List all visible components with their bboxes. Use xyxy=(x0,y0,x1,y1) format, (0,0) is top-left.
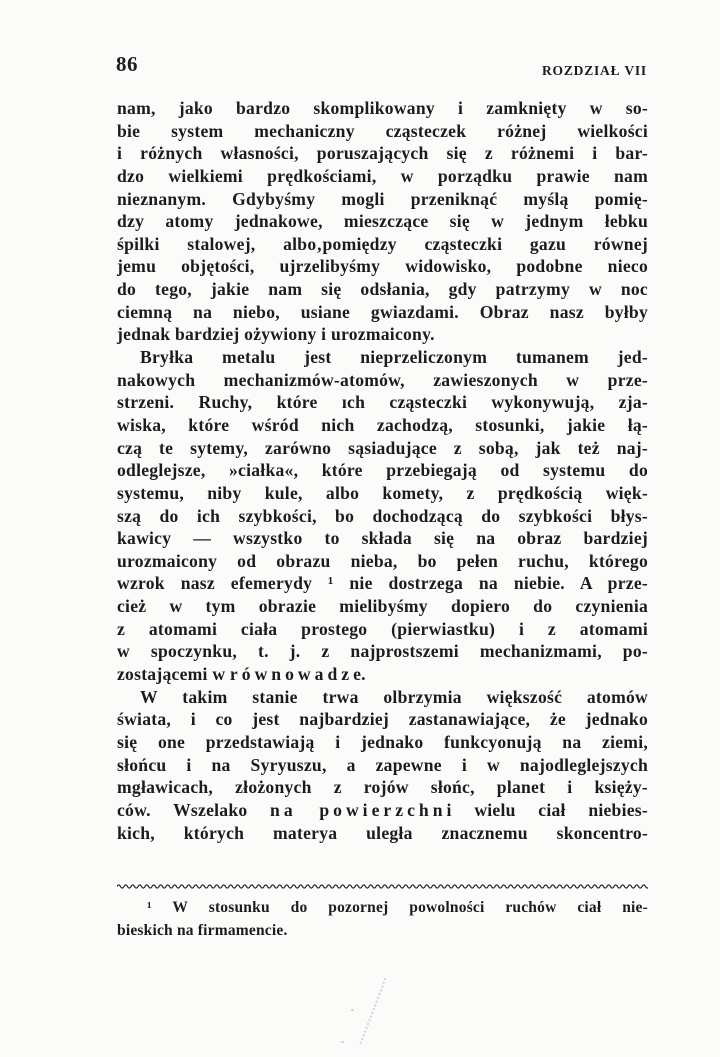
text-line: systemu, niby kule, albo komety, z prędkością więk- xyxy=(117,482,648,503)
scan-speck-artifact xyxy=(351,1009,354,1011)
text-line: słońcu i na Syryuszu, a zapewne i w najodleglejszych xyxy=(117,754,648,775)
text-line: jemu objętości, ujrzelibyśmy widowisko, podobne nieco xyxy=(117,256,648,277)
text-line: śpilki stalowej, albo‚pomiędzy cząsteczki gazu równej xyxy=(117,233,648,254)
text-line: nieznanym. Gdybyśmy mogli przeniknąć myślą pomię- xyxy=(117,188,648,209)
text-line: jednak bardziej ożywiony i urozmaicony. xyxy=(117,324,435,345)
footnote-line: ¹ W stosunku do pozornej powolności ruchów ciał nie- xyxy=(147,899,648,916)
text-line: Bryłka metalu jest nieprzeliczonym tumanem jed- xyxy=(140,347,648,368)
scan-crease-artifact xyxy=(360,978,387,1044)
text-line: w spoczynku, t. j. z najprostszemi mechanizmami, po- xyxy=(117,641,648,662)
text-line: się one przedstawiają i jednako funkcyonują na ziemi, xyxy=(117,731,648,752)
footnote-line: bieskich na firmamencie. xyxy=(117,921,288,939)
text-line: zostającemi w r ó w n o w a d z e. xyxy=(117,664,366,685)
text-line: urozmaicony od obrazu nieba, bo pełen ruchu, którego xyxy=(117,550,648,571)
body-text xyxy=(117,97,648,844)
text-line: kawicy — wszystko to składa się na obraz bardziej xyxy=(117,528,648,549)
text-line: wzrok nasz efemerydy ¹ nie dostrzega na niebie. A prze- xyxy=(117,573,648,594)
text-line: dzy atomy jednakowe, mieszczące się w jednym łebku xyxy=(117,211,648,232)
text-line: dzo wielkiemi prędkościami, w porządku prawie nam xyxy=(117,165,648,186)
text-line: ciemną na niebo, usiane gwiazdami. Obraz nasz byłby xyxy=(117,301,648,322)
text-line: szą do ich szybkości, bo dochodzącą do szybkości błys- xyxy=(117,505,648,526)
chapter-heading: ROZDZIAŁ VII xyxy=(541,63,647,78)
page-number: 86 xyxy=(116,52,138,76)
text-line: W takim stanie trwa olbrzymia większość atomów xyxy=(140,686,648,707)
text-line: mgławicach, złożonych z rojów słońc, planet i księży- xyxy=(117,777,648,798)
text-line: nam, jako bardzo skomplikowany i zamknięty w so- xyxy=(117,98,648,118)
text-line: cież w tym obrazie mielibyśmy dopiero do czynienia xyxy=(117,596,648,617)
text-line: strzeni. Ruchy, które ıch cząsteczki wykonywują, zja- xyxy=(117,392,648,413)
text-line: ców. Wszelako n a p o w i e r z c h n i wielu ciał niebies- xyxy=(117,799,648,820)
scan-speck-artifact xyxy=(341,1041,344,1043)
text-line: odleglejsze, »ciałka«, które przebiegają od systemu do xyxy=(117,460,648,481)
text-line: nakowych mechanizmów-atomów, zawieszonych w prze- xyxy=(117,369,648,390)
text-line: z atomami ciała prostego (pierwiastku) i z atomami xyxy=(117,618,648,639)
text-line: bie system mechaniczny cząsteczek różnej wielkości xyxy=(117,120,648,141)
text-line: czą te sytemy, zarówno sąsiadujące z sobą, jak też naj- xyxy=(117,437,648,458)
text-line: do tego, jakie nam się odsłania, gdy patrzymy w noc xyxy=(117,279,648,300)
text-line: wiska, które wśród nich zachodzą, stosunki, jakie łą- xyxy=(117,414,648,435)
footnote xyxy=(117,897,648,942)
text-line: świata, i co jest najbardziej zastanawiające, że jednako xyxy=(117,709,648,730)
text-line: i różnych własności, poruszających się z różnemi i bar- xyxy=(117,143,648,164)
footnote-separator-wavy-line xyxy=(117,883,648,890)
text-line: kich, których materya uległa znacznemu skoncentro- xyxy=(117,822,648,843)
